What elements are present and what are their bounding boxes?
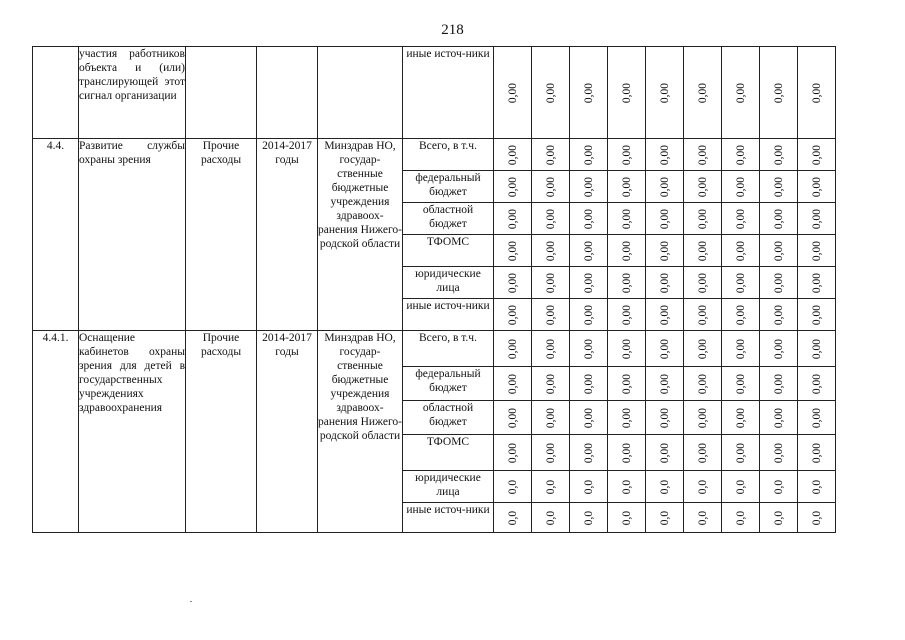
- value-text: 0,0: [734, 510, 747, 525]
- value-cell: [684, 299, 722, 331]
- value-text: 0,00: [810, 208, 823, 229]
- value-text: 0,00: [734, 442, 747, 463]
- funding-source: областной бюджет: [403, 401, 494, 435]
- value-cell: [760, 331, 798, 367]
- value-cell: [494, 235, 532, 267]
- value-text: 0,00: [658, 304, 671, 325]
- value-cell: [798, 401, 836, 435]
- value-cell: [570, 267, 608, 299]
- value-text: 0,00: [658, 240, 671, 261]
- value-cell: [722, 503, 760, 533]
- value-text: 0,0: [696, 510, 709, 525]
- value-text: 0,00: [620, 176, 633, 197]
- funding-source: иные источ-ники: [403, 299, 494, 331]
- value-cell: [684, 367, 722, 401]
- value-cell: [646, 299, 684, 331]
- value-cell: [608, 331, 646, 367]
- value-text: 0,00: [810, 176, 823, 197]
- value-text: 0,00: [506, 407, 519, 428]
- value-text: 0,00: [506, 208, 519, 229]
- value-text: 0,00: [810, 272, 823, 293]
- value-text: 0,00: [544, 272, 557, 293]
- value-text: 0,00: [772, 272, 785, 293]
- value-cell: [532, 435, 570, 471]
- value-cell: [608, 401, 646, 435]
- value-cell: [608, 267, 646, 299]
- value-text: 0,00: [582, 82, 595, 103]
- value-text: 0,0: [772, 510, 785, 525]
- value-cell: [494, 267, 532, 299]
- value-cell: [570, 471, 608, 503]
- value-text: 0,00: [544, 304, 557, 325]
- value-text: 0,00: [620, 240, 633, 261]
- value-cell: [608, 435, 646, 471]
- value-cell: [646, 139, 684, 171]
- value-cell: [532, 503, 570, 533]
- value-text: 0,00: [620, 82, 633, 103]
- value-cell: [646, 503, 684, 533]
- value-text: 0,00: [620, 208, 633, 229]
- value-text: 0,00: [658, 82, 671, 103]
- funding-source: федеральный бюджет: [403, 367, 494, 401]
- value-text: 0,00: [658, 338, 671, 359]
- value-cell: [722, 367, 760, 401]
- value-text: 0,00: [734, 304, 747, 325]
- value-cell: [722, 299, 760, 331]
- value-cell: [570, 331, 608, 367]
- value-cell: [532, 267, 570, 299]
- value-cell: [760, 267, 798, 299]
- value-cell: [760, 171, 798, 203]
- value-text: 0,00: [772, 407, 785, 428]
- value-text: 0,00: [658, 407, 671, 428]
- value-cell: [760, 235, 798, 267]
- value-text: 0,00: [506, 338, 519, 359]
- value-text: 0,00: [582, 272, 595, 293]
- value-cell: [570, 367, 608, 401]
- value-text: 0,0: [620, 479, 633, 494]
- value-cell: [722, 203, 760, 235]
- value-text: 0,00: [544, 240, 557, 261]
- value-cell: [532, 401, 570, 435]
- value-text: 0,00: [696, 338, 709, 359]
- value-cell: [684, 139, 722, 171]
- value-cell: [570, 503, 608, 533]
- value-text: 0,00: [582, 407, 595, 428]
- value-cell: [608, 139, 646, 171]
- value-text: 0,00: [810, 240, 823, 261]
- value-text: 0,00: [772, 240, 785, 261]
- value-text: 0,00: [544, 338, 557, 359]
- funding-source: областной бюджет: [403, 203, 494, 235]
- value-text: 0,00: [620, 304, 633, 325]
- value-cell: [722, 471, 760, 503]
- page-number: 218: [441, 22, 464, 38]
- value-cell: [608, 367, 646, 401]
- value-cell: [684, 331, 722, 367]
- value-cell: [570, 299, 608, 331]
- value-text: 0,00: [696, 442, 709, 463]
- value-cell: [684, 171, 722, 203]
- value-text: 0,00: [734, 208, 747, 229]
- value-text: 0,00: [658, 208, 671, 229]
- value-cell: [608, 171, 646, 203]
- expense-type: Прочие расходы: [186, 331, 257, 533]
- value-cell: [494, 203, 532, 235]
- value-cell: [684, 47, 722, 139]
- value-text: 0,00: [734, 272, 747, 293]
- value-cell: [760, 139, 798, 171]
- value-text: 0,00: [772, 176, 785, 197]
- value-text: 0,00: [620, 144, 633, 165]
- value-text: 0,0: [696, 479, 709, 494]
- value-text: 0,00: [620, 442, 633, 463]
- value-cell: [760, 435, 798, 471]
- value-text: 0,00: [658, 442, 671, 463]
- value-cell: [722, 47, 760, 139]
- value-text: 0,00: [544, 82, 557, 103]
- value-cell: [760, 503, 798, 533]
- value-text: 0,00: [620, 407, 633, 428]
- funding-source: иные источ-ники: [403, 503, 494, 533]
- value-cell: [570, 435, 608, 471]
- value-cell: [798, 471, 836, 503]
- value-cell: [532, 331, 570, 367]
- value-text: 0,00: [506, 373, 519, 394]
- value-text: 0,00: [506, 176, 519, 197]
- value-text: 0,00: [620, 272, 633, 293]
- value-text: 0,00: [582, 304, 595, 325]
- item-number: 4.4.1.: [33, 331, 79, 533]
- value-cell: [798, 171, 836, 203]
- value-cell: [684, 503, 722, 533]
- value-cell: [722, 235, 760, 267]
- value-text: 0,00: [810, 442, 823, 463]
- value-text: 0,00: [696, 373, 709, 394]
- value-cell: [570, 139, 608, 171]
- value-cell: [532, 171, 570, 203]
- table-row: [33, 331, 836, 367]
- value-text: 0,0: [658, 510, 671, 525]
- value-text: 0,00: [734, 144, 747, 165]
- executor-cell: Минздрав НО, государ-ственные бюджетные учреждения здравоох-ранения Нижего-родской области: [318, 331, 403, 533]
- value-cell: [722, 401, 760, 435]
- table-body: [33, 47, 836, 533]
- value-text: 0,00: [696, 176, 709, 197]
- value-cell: [532, 139, 570, 171]
- scan-speck: [190, 601, 192, 602]
- value-text: 0,00: [734, 373, 747, 394]
- value-cell: [494, 471, 532, 503]
- value-cell: [798, 47, 836, 139]
- value-cell: [684, 471, 722, 503]
- value-cell: [570, 203, 608, 235]
- value-text: 0,00: [506, 240, 519, 261]
- value-text: 0,00: [658, 373, 671, 394]
- value-text: 0,0: [544, 479, 557, 494]
- value-text: 0,00: [506, 272, 519, 293]
- value-cell: [798, 203, 836, 235]
- value-text: 0,00: [696, 144, 709, 165]
- value-cell: [798, 235, 836, 267]
- value-cell: [798, 503, 836, 533]
- value-cell: [608, 299, 646, 331]
- value-cell: [798, 139, 836, 171]
- funding-source: ТФОМС: [403, 235, 494, 267]
- value-text: 0,00: [696, 272, 709, 293]
- value-cell: [646, 367, 684, 401]
- value-cell: [760, 203, 798, 235]
- item-name: Развитие службы охраны зрения: [79, 139, 186, 331]
- value-cell: [760, 401, 798, 435]
- value-cell: [494, 139, 532, 171]
- value-cell: [684, 401, 722, 435]
- value-cell: [798, 267, 836, 299]
- item-number: [33, 47, 79, 139]
- value-cell: [722, 139, 760, 171]
- value-cell: [494, 401, 532, 435]
- value-cell: [646, 171, 684, 203]
- executor-cell: Минздрав НО, государ-ственные бюджетные учреждения здравоох-ранения Нижего-родской области: [318, 139, 403, 331]
- funding-source: Всего, в т.ч.: [403, 331, 494, 367]
- value-text: 0,0: [544, 510, 557, 525]
- item-number: 4.4.: [33, 139, 79, 331]
- item-name: Оснащение кабинетов охраны зрения для детей в государственных учреждениях здравоохранения: [79, 331, 186, 533]
- value-cell: [646, 235, 684, 267]
- value-cell: [684, 267, 722, 299]
- funding-source: ТФОМС: [403, 435, 494, 471]
- value-cell: [684, 203, 722, 235]
- value-text: 0,00: [772, 208, 785, 229]
- value-text: 0,00: [772, 144, 785, 165]
- value-cell: [494, 171, 532, 203]
- value-cell: [532, 235, 570, 267]
- value-cell: [684, 235, 722, 267]
- value-text: 0,0: [620, 510, 633, 525]
- value-cell: [722, 267, 760, 299]
- value-text: 0,00: [582, 442, 595, 463]
- value-text: 0,00: [582, 373, 595, 394]
- value-cell: [608, 47, 646, 139]
- value-text: 0,00: [772, 442, 785, 463]
- value-cell: [646, 203, 684, 235]
- value-cell: [684, 435, 722, 471]
- value-text: 0,00: [810, 373, 823, 394]
- value-text: 0,00: [544, 176, 557, 197]
- item-name: участия работников объекта и (или) транслирующей этот сигнал организации: [79, 47, 186, 139]
- value-cell: [570, 401, 608, 435]
- funding-source: федеральный бюджет: [403, 171, 494, 203]
- value-text: 0,00: [810, 82, 823, 103]
- value-cell: [494, 47, 532, 139]
- value-cell: [608, 503, 646, 533]
- value-text: 0,00: [696, 208, 709, 229]
- value-cell: [722, 435, 760, 471]
- value-cell: [646, 267, 684, 299]
- value-cell: [760, 47, 798, 139]
- value-text: 0,0: [506, 479, 519, 494]
- value-text: 0,00: [506, 82, 519, 103]
- value-cell: [760, 299, 798, 331]
- value-cell: [608, 235, 646, 267]
- value-text: 0,00: [734, 176, 747, 197]
- value-cell: [494, 331, 532, 367]
- value-cell: [532, 367, 570, 401]
- table-row: [33, 47, 836, 139]
- value-cell: [646, 331, 684, 367]
- value-text: 0,00: [772, 304, 785, 325]
- value-text: 0,00: [810, 407, 823, 428]
- value-cell: [760, 471, 798, 503]
- value-cell: [532, 203, 570, 235]
- value-text: 0,0: [810, 479, 823, 494]
- value-text: 0,0: [582, 510, 595, 525]
- value-cell: [646, 435, 684, 471]
- value-cell: [646, 401, 684, 435]
- value-cell: [494, 435, 532, 471]
- value-text: 0,00: [696, 240, 709, 261]
- value-cell: [608, 471, 646, 503]
- period-cell: [257, 47, 318, 139]
- value-text: 0,00: [582, 208, 595, 229]
- value-text: 0,00: [582, 240, 595, 261]
- value-cell: [798, 299, 836, 331]
- period-cell: 2014-2017 годы: [257, 139, 318, 331]
- value-text: 0,00: [810, 304, 823, 325]
- value-text: 0,00: [506, 144, 519, 165]
- value-text: 0,00: [620, 373, 633, 394]
- value-cell: [570, 171, 608, 203]
- value-text: 0,00: [544, 373, 557, 394]
- funding-source: юридические лица: [403, 471, 494, 503]
- funding-source: Всего, в т.ч.: [403, 139, 494, 171]
- value-cell: [722, 331, 760, 367]
- value-text: 0,00: [696, 407, 709, 428]
- value-text: 0,0: [658, 479, 671, 494]
- table-row: [33, 139, 836, 171]
- value-cell: [760, 367, 798, 401]
- value-text: 0,00: [658, 176, 671, 197]
- value-text: 0,00: [810, 338, 823, 359]
- value-text: 0,00: [696, 82, 709, 103]
- value-cell: [570, 235, 608, 267]
- expense-type: Прочие расходы: [186, 139, 257, 331]
- value-cell: [532, 471, 570, 503]
- value-text: 0,00: [772, 338, 785, 359]
- value-cell: [494, 299, 532, 331]
- value-text: 0,00: [772, 82, 785, 103]
- value-text: 0,00: [696, 304, 709, 325]
- value-text: 0,00: [810, 144, 823, 165]
- value-text: 0,0: [734, 479, 747, 494]
- value-cell: [722, 171, 760, 203]
- value-cell: [608, 203, 646, 235]
- value-text: 0,00: [582, 176, 595, 197]
- value-cell: [494, 503, 532, 533]
- value-cell: [646, 471, 684, 503]
- value-text: 0,00: [734, 240, 747, 261]
- value-cell: [532, 299, 570, 331]
- value-text: 0,00: [544, 144, 557, 165]
- value-cell: [798, 435, 836, 471]
- value-text: 0,00: [734, 407, 747, 428]
- period-cell: 2014-2017 годы: [257, 331, 318, 533]
- funding-source: юридические лица: [403, 267, 494, 299]
- budget-table: [32, 46, 836, 533]
- value-text: 0,0: [810, 510, 823, 525]
- funding-source: иные источ-ники: [403, 47, 494, 139]
- value-cell: [532, 47, 570, 139]
- value-cell: [798, 331, 836, 367]
- value-text: 0,00: [582, 338, 595, 359]
- value-text: 0,00: [506, 442, 519, 463]
- value-text: 0,0: [582, 479, 595, 494]
- value-text: 0,00: [772, 373, 785, 394]
- value-cell: [494, 367, 532, 401]
- value-text: 0,00: [544, 208, 557, 229]
- value-text: 0,00: [658, 144, 671, 165]
- value-cell: [646, 47, 684, 139]
- value-text: 0,00: [582, 144, 595, 165]
- value-text: 0,00: [620, 338, 633, 359]
- value-text: 0,0: [772, 479, 785, 494]
- value-text: 0,00: [734, 82, 747, 103]
- value-text: 0,00: [658, 272, 671, 293]
- value-text: 0,0: [506, 510, 519, 525]
- expense-type: [186, 47, 257, 139]
- executor-cell: [318, 47, 403, 139]
- value-cell: [570, 47, 608, 139]
- value-text: 0,00: [544, 442, 557, 463]
- value-cell: [798, 367, 836, 401]
- value-text: 0,00: [506, 304, 519, 325]
- value-text: 0,00: [544, 407, 557, 428]
- value-text: 0,00: [734, 338, 747, 359]
